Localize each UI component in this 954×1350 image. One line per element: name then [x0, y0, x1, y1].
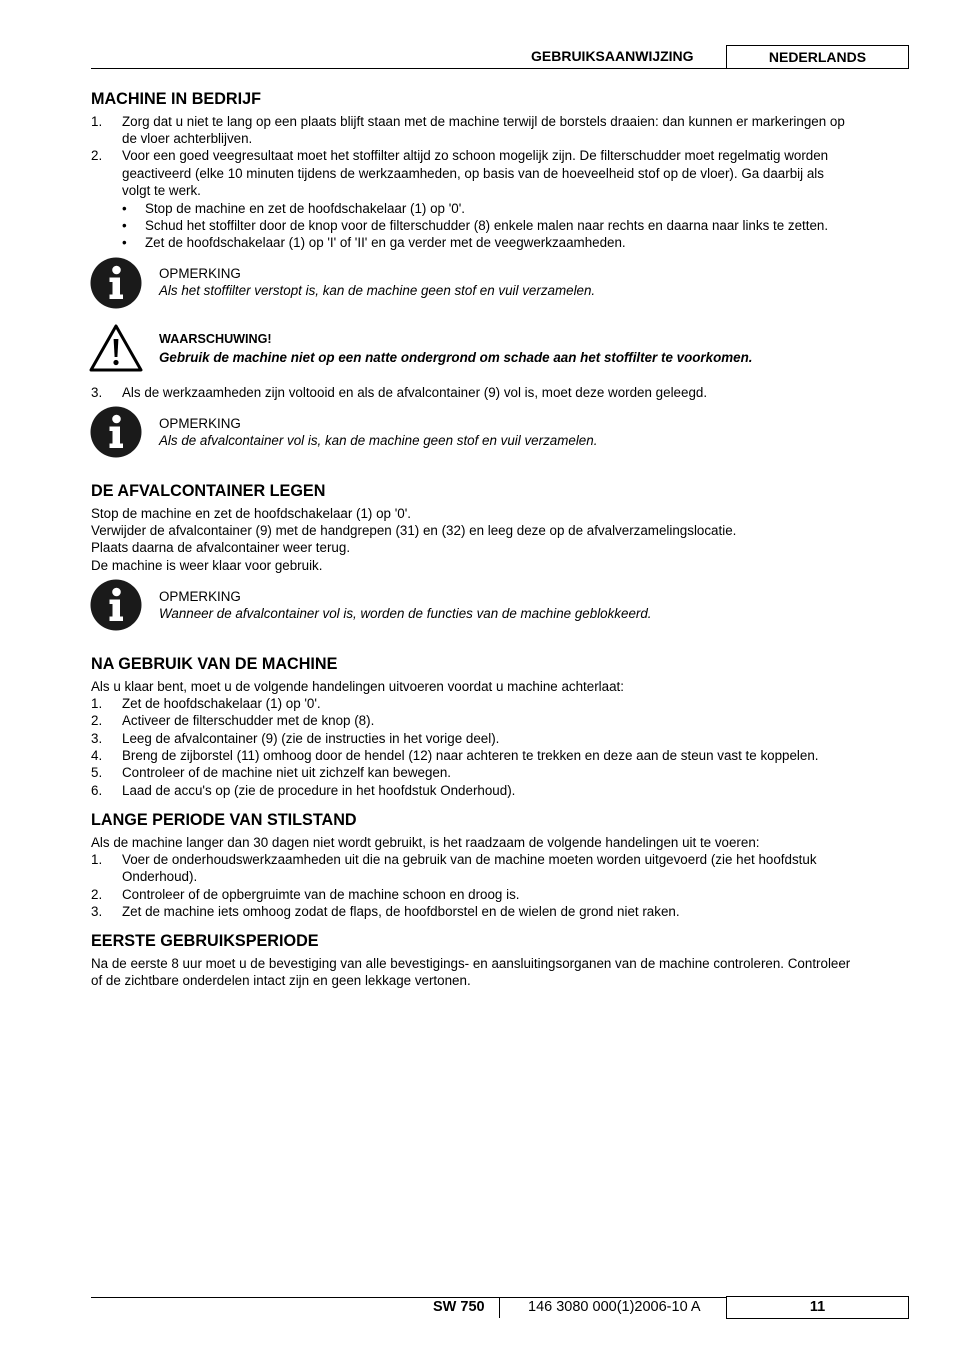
list-number: 1.: [91, 696, 103, 711]
paragraph: of de zichtbare onderdelen intact zijn en geen lekkage vertonen.: [91, 973, 471, 988]
bullet-text: Stop de machine en zet de hoofdschakelaar (1) op '0'.: [145, 201, 465, 216]
paragraph: Stop de machine en zet de hoofdschakelaar (1) op '0'.: [91, 506, 411, 521]
list-number: 2.: [91, 887, 103, 902]
list-item-text: Zorg dat u niet te lang op een plaats blijft staan met de machine terwijl de borstels draaien: dan kunnen er markeringen op: [122, 114, 845, 129]
bullet: •: [122, 201, 127, 216]
list-number: 3.: [91, 904, 103, 919]
manual-title: GEBRUIKSAANWIJZING: [531, 48, 694, 64]
info-icon: [90, 579, 142, 631]
section-heading-machine-in-bedrijf: MACHINE IN BEDRIJF: [91, 90, 261, 108]
list-item-text: de vloer achterblijven.: [122, 131, 253, 146]
section-heading-afvalcontainer-legen: DE AFVALCONTAINER LEGEN: [91, 482, 326, 500]
note-text: Als de afvalcontainer vol is, kan de machine geen stof en vuil verzamelen.: [159, 433, 598, 448]
list-item-text: volgt te werk.: [122, 183, 201, 198]
list-item-text: Onderhoud).: [122, 869, 198, 884]
paragraph: Als de machine langer dan 30 dagen niet wordt gebruikt, is het raadzaam de volgende handelingen uit te voeren:: [91, 835, 760, 850]
paragraph: Na de eerste 8 uur moet u de bevestiging van alle bevestigings- en aansluitingsorganen van de machine controleren. Controleer: [91, 956, 851, 971]
list-item-text: geactiveerd (elke 10 minuten tijdens de werkzaamheden, op basis van de hoeveelheid stof op de vloer). Ga daarbij als: [122, 166, 824, 181]
footer-document-code: 146 3080 000(1)2006-10 A: [528, 1299, 701, 1315]
note-title: OPMERKING: [159, 266, 241, 281]
list-item-text: Voor een goed veegresultaat moet het stoffilter altijd zo schoon mogelijk zijn. De filterschudder moet regelmatig worden: [122, 148, 829, 163]
list-number: 2.: [91, 148, 103, 163]
note-text: Als het stoffilter verstopt is, kan de machine geen stof en vuil verzamelen.: [159, 283, 596, 298]
footer-model: SW 750: [433, 1299, 485, 1315]
list-number: 1.: [91, 852, 103, 867]
list-item-text: Als de werkzaamheden zijn voltooid en als de afvalcontainer (9) vol is, moet deze worden geleegd.: [122, 385, 708, 400]
paragraph: Als u klaar bent, moet u de volgende handelingen uitvoeren voordat u machine achterlaat:: [91, 679, 624, 694]
language-label: NEDERLANDS: [726, 45, 909, 69]
list-number: 5.: [91, 765, 103, 780]
info-icon: [90, 406, 142, 458]
note-title: OPMERKING: [159, 589, 241, 604]
section-heading-eerste-gebruiksperiode: EERSTE GEBRUIKSPERIODE: [91, 932, 319, 950]
header-rule: [91, 68, 727, 69]
warning-title: WAARSCHUWING!: [159, 332, 272, 346]
paragraph: Plaats daarna de afvalcontainer weer terug.: [91, 540, 351, 555]
list-number: 6.: [91, 783, 103, 798]
bullet-text: Zet de hoofdschakelaar (1) op 'I' of 'II' en ga verder met de veegwerkzaamheden.: [145, 235, 626, 250]
list-item-text: Laad de accu's op (zie de procedure in het hoofdstuk Onderhoud).: [122, 783, 516, 798]
section-heading-lange-periode: LANGE PERIODE VAN STILSTAND: [91, 811, 357, 829]
paragraph: Verwijder de afvalcontainer (9) met de handgrepen (31) en (32) en leeg deze op de afvalverzamelingslocatie.: [91, 523, 737, 538]
list-number: 3.: [91, 731, 103, 746]
list-number: 4.: [91, 748, 103, 763]
bullet: •: [122, 235, 127, 250]
warning-text: Gebruik de machine niet op een natte ondergrond om schade aan het stoffilter te voorkomen.: [159, 350, 753, 365]
footer-rule: [91, 1297, 727, 1298]
info-icon: [90, 257, 142, 309]
list-item-text: Leeg de afvalcontainer (9) (zie de instructies in het vorige deel).: [122, 731, 500, 746]
list-item-text: Zet de machine iets omhoog zodat de flaps, de hoofdborstel en de wielen de grond niet raken.: [122, 904, 680, 919]
footer-divider: [499, 1297, 500, 1318]
list-number: 1.: [91, 114, 103, 129]
list-item-text: Voer de onderhoudswerkzaamheden uit die na gebruik van de machine moeten worden uitgevoerd (zie het hoofdstuk: [122, 852, 817, 867]
section-heading-na-gebruik: NA GEBRUIK VAN DE MACHINE: [91, 655, 338, 673]
note-title: OPMERKING: [159, 416, 241, 431]
bullet-text: Schud het stoffilter door de knop voor de filterschudder (8) enkele malen naar rechts en daarna naar links te zetten.: [145, 218, 829, 233]
list-number: 3.: [91, 385, 103, 400]
paragraph: De machine is weer klaar voor gebruik.: [91, 558, 323, 573]
list-item-text: Controleer of de machine niet uit zichzelf kan bewegen.: [122, 765, 452, 780]
list-item-text: Controleer of de opbergruimte van de machine schoon en droog is.: [122, 887, 520, 902]
list-number: 2.: [91, 713, 103, 728]
list-item-text: Breng de zijborstel (11) omhoog door de hendel (12) naar achteren te trekken en deze aan de steun vast te koppelen.: [122, 748, 819, 763]
list-item-text: Zet de hoofdschakelaar (1) op '0'.: [122, 696, 321, 711]
list-item-text: Activeer de filterschudder met de knop (8).: [122, 713, 375, 728]
bullet: •: [122, 218, 127, 233]
page-number: 11: [726, 1296, 909, 1319]
warning-icon: [88, 323, 144, 373]
note-text: Wanneer de afvalcontainer vol is, worden de functies van de machine geblokkeerd.: [159, 606, 652, 621]
